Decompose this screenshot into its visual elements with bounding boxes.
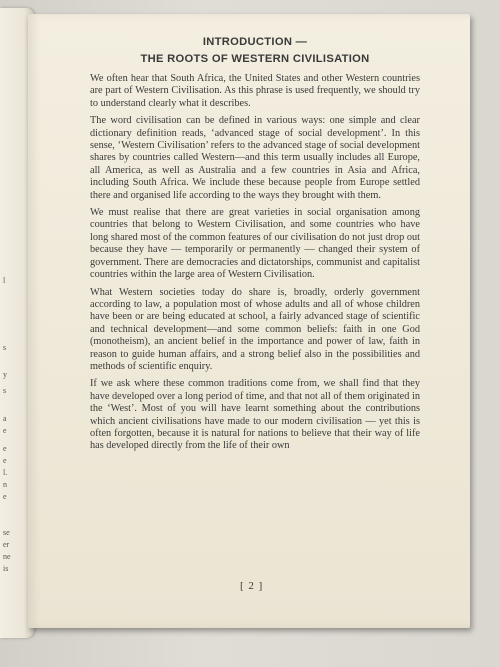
facing-page-fragment: ne	[3, 552, 11, 561]
facing-page-fragment: e	[3, 426, 7, 435]
facing-page-fragment: s	[3, 386, 7, 395]
paragraph-5: If we ask where these common traditions come from, we shall find that they have developed over a long period of time, and that not all of them originated in the ‘West’. Most of you will have learnt something about the contributions which ancient civilisations have made to our modern civilisation — yet this is often forgotten, because it is natural for nations to believe that their way of life has developed directly from the life of their own	[90, 378, 420, 452]
paragraph-3: We must realise that there are great varieties in social organisation among countries that belong to Western Civilisation, and some countries who have long shared most of the common features of our civilisation do not just drop out because they have — temporarily or permanently — changed their system of government. There are democracies and dictatorships, communist and capitalist countries within the large area of Western Civilisation.	[90, 207, 420, 281]
page-number: [ 2 ]	[240, 580, 264, 592]
paragraph-2: The word civilisation can be defined in various ways: one simple and clear dictionary definition reads, ‘advanced stage of social development’. In this sense, ‘Western Civilisation’ refers to the advanced stage of social development shares by countries called Western—and this term usually includes all Europe, all America, as well as Australia and a few countries in Asia and Africa, including South Africa. We include these because people from Europe settled there and organised life according to the ways they brought with them.	[90, 115, 420, 201]
booklet-page	[28, 14, 470, 628]
page-content	[90, 36, 420, 458]
facing-page-fragment: e	[3, 492, 7, 501]
facing-page-fragment: a	[3, 414, 7, 423]
facing-page-fragment: l	[3, 276, 6, 285]
facing-page-fragment: s	[3, 343, 7, 352]
facing-page-fragment: y	[3, 370, 7, 379]
facing-page-fragment: e	[3, 456, 7, 465]
facing-page-fragment: is	[3, 564, 9, 573]
facing-page-fragment: e	[3, 444, 7, 453]
paragraph-4: What Western societies today do share is, broadly, orderly government according to law, a population most of whose adults and all of whose children have been or are being educated at school, a fairly advanced stage of scientific and technical development—and some common beliefs: faith in one God (monotheism), an ancient belief in the importance and power of law, faith in reason to guide human affairs, and a strong belief also in the possibilities and methods of scientific enquiry.	[90, 286, 420, 372]
facing-page-fragment: n	[3, 480, 7, 489]
chapter-subheading: THE ROOTS OF WESTERN CIVILISATION	[140, 53, 370, 65]
facing-page-fragment: l.	[3, 468, 8, 477]
facing-page-fragment: er	[3, 540, 10, 549]
facing-page-fragment: se	[3, 528, 10, 537]
paragraph-1: We often hear that South Africa, the United States and other Western countries are part of Western Civilisation. As this phrase is used frequently, we should try to understand clearly what it describes.	[90, 73, 420, 109]
chapter-heading: INTRODUCTION —	[202, 36, 308, 48]
